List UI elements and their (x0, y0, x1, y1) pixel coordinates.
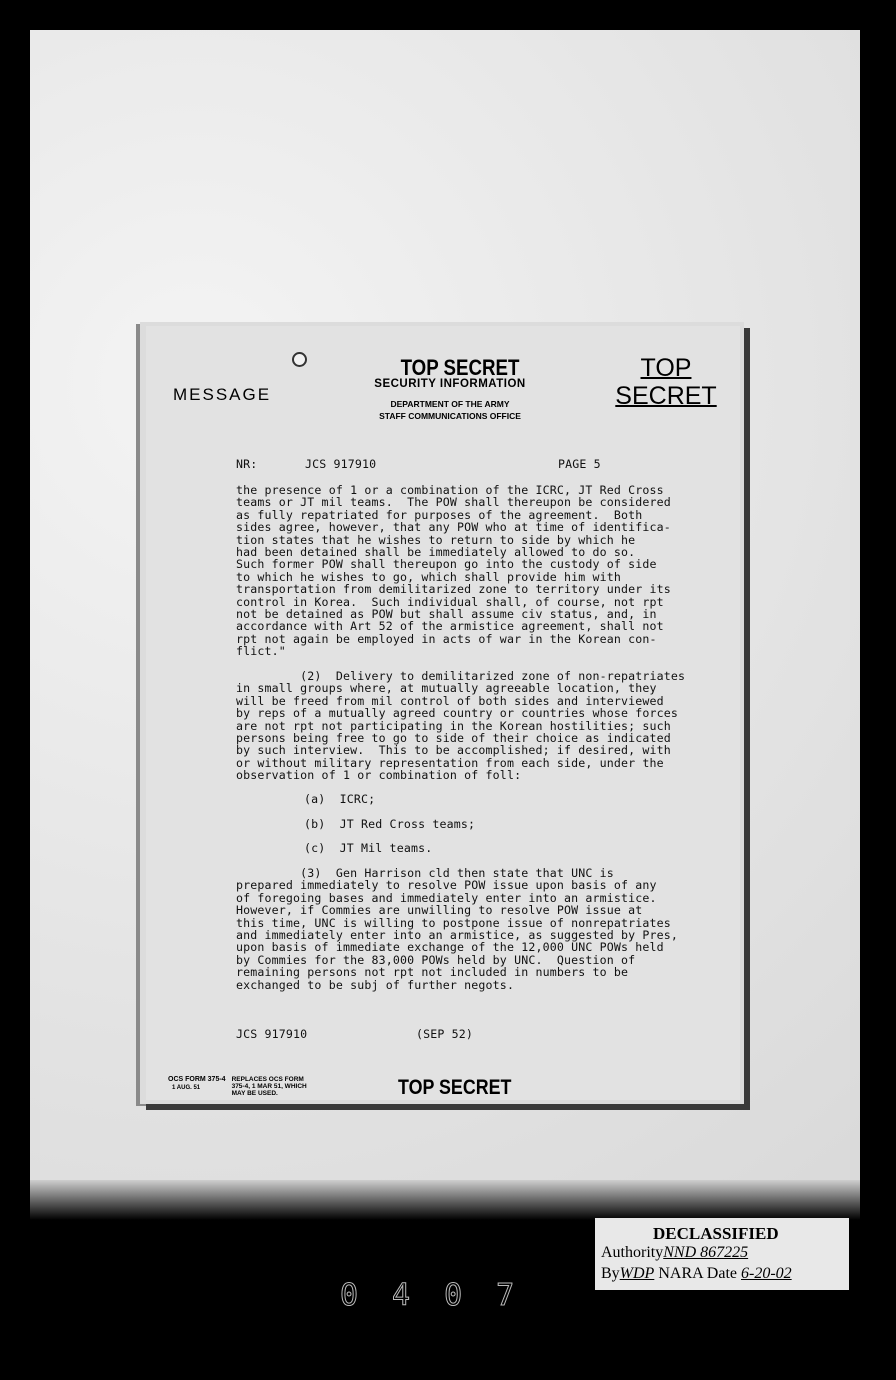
message-label: MESSAGE (173, 385, 272, 404)
form-info (168, 1076, 307, 1097)
form-date: 1 AUG. 51 (172, 1085, 201, 1091)
declassified-stamp (595, 1218, 849, 1290)
punch-hole (292, 352, 307, 367)
office-name: STAFF COMMUNICATIONS OFFICE (379, 411, 521, 421)
list-item-c: (c) JT Mil teams. (304, 841, 433, 855)
nr-value: JCS 917910 (305, 457, 377, 471)
paragraph-2: (2) Delivery to demilitarized zone of non-repatriates in small groups where, at mutually agreeable location, they will be freed from mil control of both sides and interviewed by reps of a mutually agreed country or countries whose forces are not rpt not participating in the Korean hostilities; such persons being free to go to side of their choice as indicated by such interview. This to be accomplished; if desired, with or without military representation from each side, under the observation of 1 or combination of foll: (236, 669, 686, 783)
list-item-a: (a) ICRC; (304, 792, 376, 806)
top-secret-footer: TOP SECRET (398, 1076, 512, 1099)
form-replaces: REPLACES OCS FORM 375-4, 1 MAR 51, WHICH MAY BE USED. (231, 1076, 307, 1097)
security-information: SECURITY INFORMATION (374, 378, 526, 390)
nara-value: 6-20-02 (740, 1265, 792, 1282)
authority-value: NND 867225 (663, 1244, 749, 1261)
list-item-b: (b) JT Red Cross teams; (304, 817, 476, 831)
form-number: OCS FORM 375-4 (168, 1076, 226, 1083)
nr-label: NR: (236, 457, 258, 471)
frame-number: 0407 (340, 1278, 549, 1313)
department-name: DEPARTMENT OF THE ARMY (390, 399, 510, 409)
stamp-line-2: SECRET (615, 382, 717, 410)
authority-line (601, 1244, 748, 1262)
department-block (360, 398, 540, 422)
top-secret-heading: TOP SECRET (400, 355, 520, 380)
nara-label: NARA Date (658, 1265, 737, 1282)
page-backing-shadow (30, 1180, 860, 1220)
footer-jcs-number: JCS 917910 (236, 1027, 308, 1041)
by-value: WDP (619, 1265, 655, 1282)
footer-date: (SEP 52) (416, 1027, 474, 1041)
top-secret-stamp (604, 354, 728, 410)
by-line (601, 1265, 792, 1283)
authority-label: Authority (601, 1244, 664, 1261)
paragraph-1: the presence of 1 or a combination of the ICRC, JT Red Cross teams or JT mil teams. The POW shall thereupon be considered as fully repatriated for purposes of the agreement. Both sides agree, however, that any POW who at time of identifica- tion states that he wishes to return to side by which he had been detained shall be immediately allowed to do so. Such former POW shall thereupon go into the custody of side to which he wishes to go, which shall provide him with transportation from demilitarized zone to territory under its control in Korea. Such individual shall, of course, not rpt not be detained as POW but shall assume civ status, and, in accordance with Art 52 of the armistice agreement, shall not rpt not again be employed in acts of war in the Korean con- flict." (236, 483, 671, 659)
by-label: By (601, 1265, 620, 1282)
page-number: PAGE 5 (558, 457, 601, 471)
declassified-title: DECLASSIFIED (653, 1224, 779, 1243)
paragraph-3: (3) Gen Harrison cld then state that UNC is prepared immediately to resolve POW issue upon basis of any of foregoing bases and immediately enter into an armistice. However, if Commies are unwilling to resolve POW issue at this time, UNC is willing to postpone issue of nonrepatriates and immediately enter into an armistice, as suggested by Pres, upon basis of immediate exchange of the 12,000 UNC POWs held by Commies for the 83,000 POWs held by UNC. Question of remaining persons not rpt not included in numbers to be exchanged to be subj of further negots. (236, 866, 679, 992)
stamp-line-1: TOP (640, 354, 692, 382)
